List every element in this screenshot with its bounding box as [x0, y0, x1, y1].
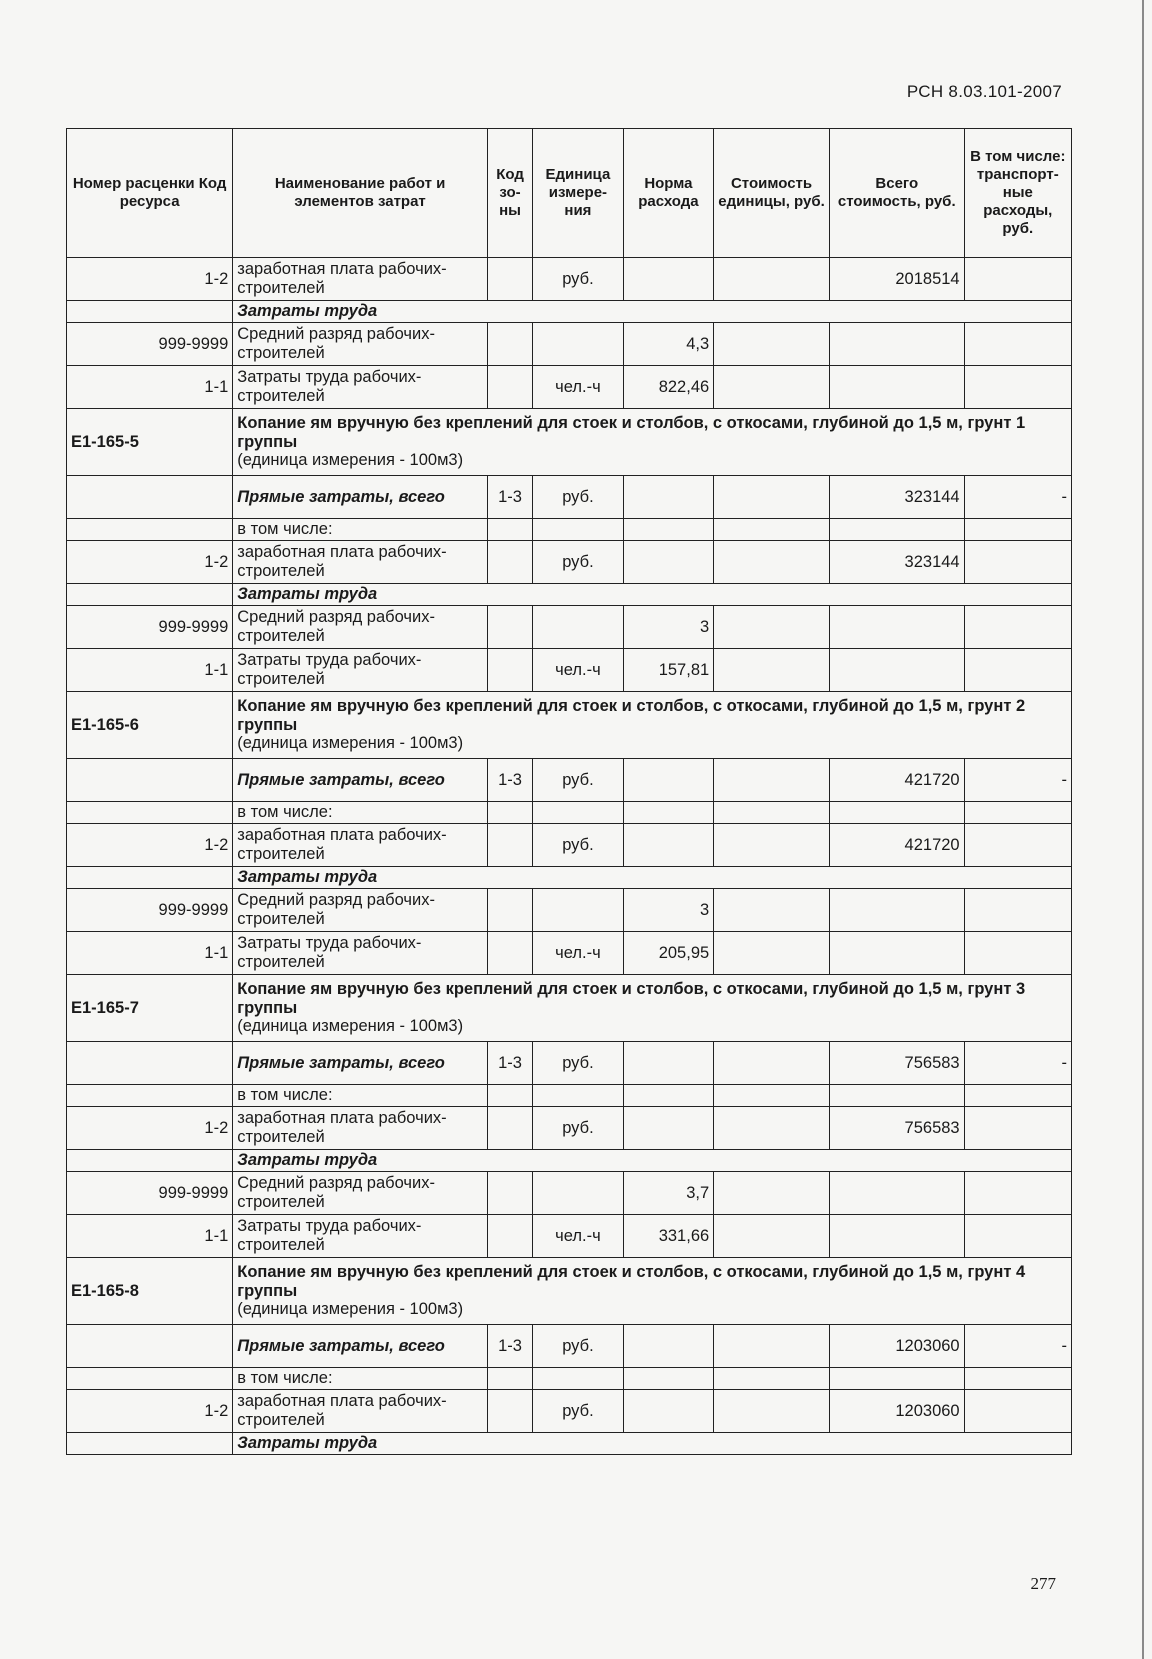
table-row: 999-9999 Средний разряд рабочих-строителей 3 [67, 606, 1072, 649]
col-header-name: Наименование работ и элементов затрат [233, 129, 488, 258]
col-header-total-cost: Всего стоимость, руб. [829, 129, 964, 258]
table-row: Прямые затраты, всего 1-3 руб. 323144 - [67, 476, 1072, 519]
table-row: 1-1 Затраты труда рабочих-строителей чел.-ч 157,81 [67, 649, 1072, 692]
table-row: Затраты труда [67, 867, 1072, 889]
col-header-unit-cost: Стоимость единицы, руб. [714, 129, 830, 258]
col-header-transport: В том числе: транспорт-ные расходы, руб. [964, 129, 1071, 258]
table-row: 1-1 Затраты труда рабочих-строителей чел.-ч 331,66 [67, 1215, 1072, 1258]
table-row: Затраты труда [67, 301, 1072, 323]
section-unit-note: (единица измерения - 100м3) [237, 1017, 464, 1036]
section-unit-note: (единица измерения - 100м3) [237, 734, 464, 753]
col-header-unit: Единица измере-ния [533, 129, 624, 258]
table-row: 1-2 заработная плата рабочих-строителей руб. 421720 [67, 824, 1072, 867]
section-header-row [67, 692, 1072, 759]
table-row: в том числе: [67, 802, 1072, 824]
table-row: в том числе: [67, 519, 1072, 541]
document-code: РСН 8.03.101-2007 [906, 82, 1062, 101]
section-header-row [67, 1258, 1072, 1325]
section-code: Е1-165-5 [67, 409, 233, 476]
table-row: 1-1 Затраты труда рабочих-строителей чел.-ч 205,95 [67, 932, 1072, 975]
table-row: 1-1 Затраты труда рабочих-строителей чел.-ч 822,46 [67, 366, 1072, 409]
section-unit-note: (единица измерения - 100м3) [237, 451, 464, 470]
section-header-row [67, 409, 1072, 476]
table-row: Прямые затраты, всего 1-3 руб. 421720 - [67, 759, 1072, 802]
section-code: Е1-165-6 [67, 692, 233, 759]
table-row: Прямые затраты, всего 1-3 руб. 1203060 - [67, 1325, 1072, 1368]
section-title: Копание ям вручную без креплений для стоек и столбов, с откосами, глубиной до 1,5 м, грунт 2 группы [237, 696, 1026, 734]
table-row: 1-2 заработная плата рабочих-строителей руб. 1203060 [67, 1390, 1072, 1433]
table-row: в том числе: [67, 1368, 1072, 1390]
section-code: Е1-165-7 [67, 975, 233, 1042]
section-header-row [67, 975, 1072, 1042]
table-row: Затраты труда [67, 584, 1072, 606]
section-code: Е1-165-8 [67, 1258, 233, 1325]
page-edge-line [1142, 0, 1144, 1659]
table-row: в том числе: [67, 1085, 1072, 1107]
table-row: 1-2 заработная плата рабочих-строителей руб. 323144 [67, 541, 1072, 584]
table-row: Затраты труда [67, 1433, 1072, 1455]
page-number: 277 [1030, 1574, 1056, 1593]
section-title: Копание ям вручную без креплений для стоек и столбов, с откосами, глубиной до 1,5 м, грунт 3 группы [237, 979, 1026, 1017]
col-header-norm: Норма расхода [623, 129, 714, 258]
table-row: Прямые затраты, всего 1-3 руб. 756583 - [67, 1042, 1072, 1085]
col-header-zone: Код зо-ны [487, 129, 532, 258]
rates-table [66, 128, 1072, 1455]
table-row: 999-9999 Средний разряд рабочих-строителей 3 [67, 889, 1072, 932]
table-header-row [67, 129, 1072, 258]
section-unit-note: (единица измерения - 100м3) [237, 1300, 464, 1319]
table-row: 999-9999 Средний разряд рабочих-строителей 4,3 [67, 323, 1072, 366]
section-title: Копание ям вручную без креплений для стоек и столбов, с откосами, глубиной до 1,5 м, грунт 4 группы [237, 1262, 1026, 1300]
table-row: 1-2 заработная плата рабочих-строителей руб. 756583 [67, 1107, 1072, 1150]
table-row: 1-2 заработная плата рабочих-строителей руб. 2018514 [67, 258, 1072, 301]
section-title: Копание ям вручную без креплений для стоек и столбов, с откосами, глубиной до 1,5 м, грунт 1 группы [237, 413, 1026, 451]
col-header-code: Номер расценки Код ресурса [67, 129, 233, 258]
table-row: Затраты труда [67, 1150, 1072, 1172]
table-row: 999-9999 Средний разряд рабочих-строителей 3,7 [67, 1172, 1072, 1215]
